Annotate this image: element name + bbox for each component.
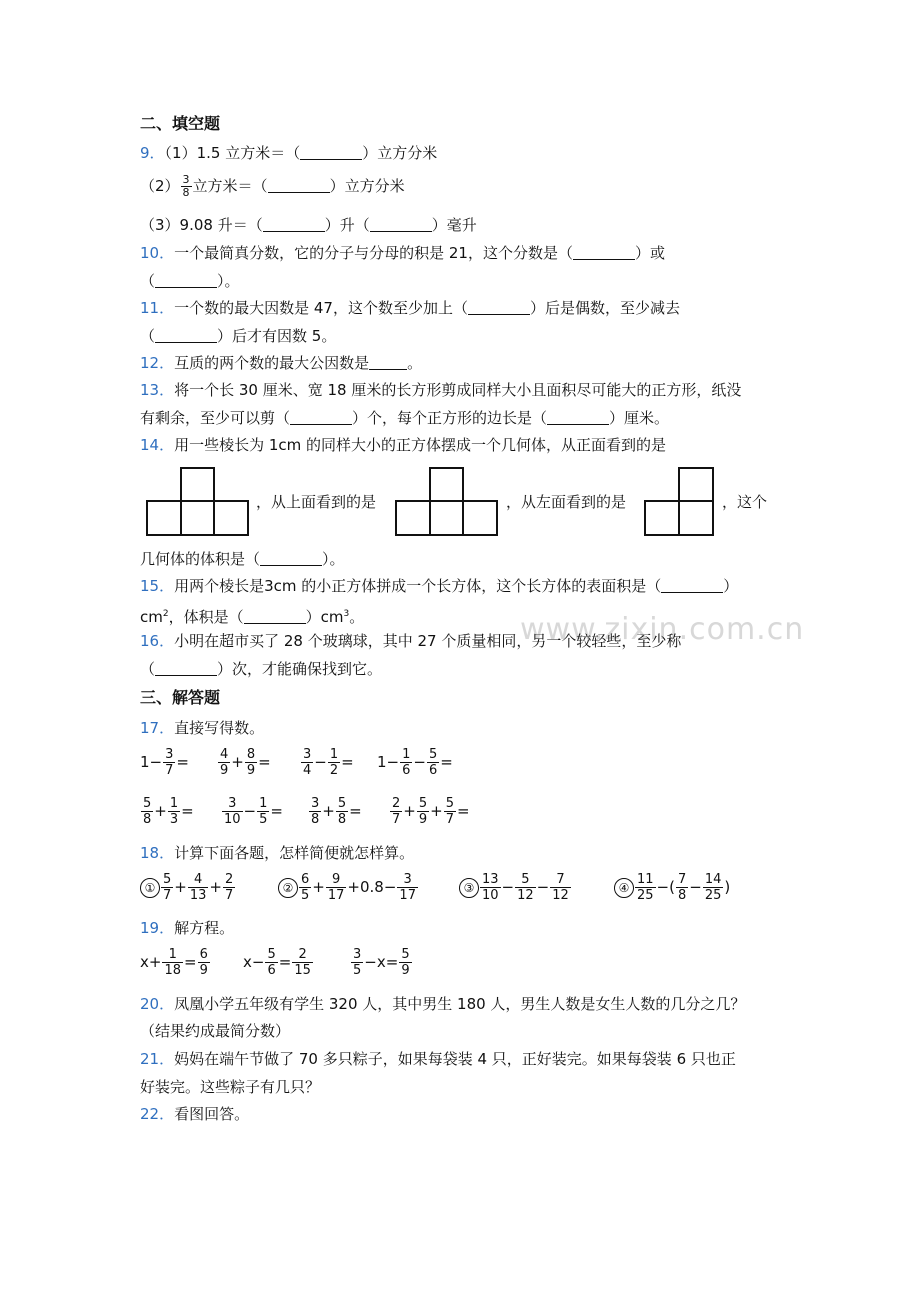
fraction: $\frac{3}{8}$ xyxy=(182,173,190,199)
question-number: 9． xyxy=(140,144,165,162)
answer-blank[interactable] xyxy=(290,410,352,425)
expr-17-8: $\frac{2}{7}$ + $\frac{5}{9}$ + $\frac{5}{7}$ = xyxy=(392,796,470,827)
question-11-line-2 xyxy=(140,326,336,346)
question-text: 有剩余，至少可以剪（ xyxy=(140,409,291,427)
question-text: （1）1.5 立方米＝（ xyxy=(164,144,301,162)
question-text: （ xyxy=(140,272,156,290)
question-text: 计算下面各题，怎样简便就怎样算。 xyxy=(174,844,415,862)
question-9-part-3 xyxy=(140,215,477,235)
question-text: 立方米＝（ xyxy=(192,177,268,195)
question-number: 22． xyxy=(140,1105,175,1123)
question-text: （ xyxy=(140,660,156,678)
question-21-line-1 xyxy=(140,1049,736,1069)
question-number: 12． xyxy=(140,354,175,372)
question-17 xyxy=(140,718,264,738)
answer-blank[interactable] xyxy=(573,245,635,260)
question-text: ）厘米。 xyxy=(609,409,670,427)
question-text: 看图回答。 xyxy=(174,1105,250,1123)
question-text: ，体积是（ xyxy=(168,608,244,626)
question-21-line-2: 好装完。这些粽子有几只？ xyxy=(140,1078,321,1096)
question-number: 21． xyxy=(140,1050,175,1068)
question-13-line-2 xyxy=(140,408,669,428)
question-number: 14． xyxy=(140,436,175,454)
question-16-line-2 xyxy=(140,659,382,679)
question-text: ）后是偶数，至少减去 xyxy=(529,299,680,317)
section-title-answer: 三、解答题 xyxy=(140,688,221,707)
question-text: 将一个长 30 厘米、宽 18 厘米的长方形剪成同样大小且面积尽可能大的正方形，纸没 xyxy=(174,381,742,399)
question-text: ）立方分米 xyxy=(362,144,438,162)
expr-17-3: $\frac{3}{4}$ − $\frac{1}{2}$ = xyxy=(303,747,354,778)
question-text: 。 xyxy=(407,354,423,372)
answer-blank[interactable] xyxy=(268,178,330,193)
question-16-line-1 xyxy=(140,631,681,651)
question-number: 17． xyxy=(140,719,175,737)
question-text: （ xyxy=(140,327,156,345)
question-text: ）立方分米 xyxy=(329,177,405,195)
question-14-text-left: ，从左面看到的是 xyxy=(506,493,627,511)
question-12 xyxy=(140,353,422,373)
question-14-line-3 xyxy=(140,549,345,569)
question-text: 解方程。 xyxy=(174,919,235,937)
question-number: 13． xyxy=(140,381,175,399)
question-number: 18． xyxy=(140,844,175,862)
question-text: 妈妈在端午节做了 70 多只粽子，如果每袋装 4 只，正好装完。如果每袋装 6 只也正 xyxy=(174,1050,736,1068)
question-text: 凤凰小学五年级有学生 320 人，其中男生 180 人，男生人数是女生人数的几分之几？ xyxy=(174,995,746,1013)
question-18 xyxy=(140,843,414,863)
question-text: ）个，每个正方形的边长是（ xyxy=(352,409,548,427)
question-number: 16． xyxy=(140,632,175,650)
question-text: ） xyxy=(723,577,739,595)
expr-17-6: $\frac{3}{10}$ − $\frac{1}{5}$ = xyxy=(224,796,283,827)
question-19 xyxy=(140,918,234,938)
question-13-line-1 xyxy=(140,380,741,400)
question-text: 几何体的体积是（ xyxy=(140,550,261,568)
question-text: ）。 xyxy=(322,550,345,568)
expr-18-3: ③ $\frac{13}{10}$ − $\frac{5}{12}$ − $\frac{7}{12}$ xyxy=(459,872,572,903)
answer-blank[interactable] xyxy=(300,145,362,160)
answer-blank[interactable] xyxy=(661,578,723,593)
question-15-line-1 xyxy=(140,576,738,596)
expr-17-4: 1− $\frac{1}{6}$ − $\frac{5}{6}$ = xyxy=(377,747,453,778)
expr-17-7: $\frac{3}{8}$ + $\frac{5}{8}$ = xyxy=(311,796,362,827)
question-text: 用一些棱长为 1cm 的同样大小的正方体摆成一个几何体，从正面看到的是 xyxy=(174,436,667,454)
question-14-line-1 xyxy=(140,435,666,455)
question-text: （3）9.08 升＝（ xyxy=(140,216,263,234)
question-text: ）升（ xyxy=(324,216,370,234)
answer-blank[interactable] xyxy=(244,609,306,624)
question-22 xyxy=(140,1104,249,1124)
watermark: www.zixin.com.cn xyxy=(520,612,805,647)
question-9-part-1 xyxy=(140,143,437,163)
question-number: 15． xyxy=(140,577,175,595)
question-number: 10． xyxy=(140,244,175,262)
question-number: 19． xyxy=(140,919,175,937)
superscript: 2 xyxy=(162,609,169,619)
question-text: 一个最简真分数，它的分子与分母的积是 21，这个分数是（ xyxy=(174,244,573,262)
answer-blank[interactable] xyxy=(370,217,432,232)
equation-19-2: x− $\frac{5}{6}$ = $\frac{2}{15}$ xyxy=(243,947,311,978)
answer-blank[interactable] xyxy=(155,661,217,676)
answer-blank[interactable] xyxy=(468,300,530,315)
unit: cm xyxy=(140,608,163,626)
question-text: 用两个棱长是3cm 的小正方体拼成一个长方体，这个长方体的表面积是（ xyxy=(174,577,662,595)
question-text: ）次，才能确保找到它。 xyxy=(217,660,383,678)
question-text: ）或 xyxy=(634,244,665,262)
question-14-text-top: ，从上面看到的是 xyxy=(256,493,377,511)
question-number: 11． xyxy=(140,299,175,317)
question-text: 一个数的最大因数是 47，这个数至少加上（ xyxy=(174,299,468,317)
question-11-line-1 xyxy=(140,298,680,318)
question-10-line-1 xyxy=(140,243,665,263)
question-text: ）后才有因数 5。 xyxy=(217,327,337,345)
left-view-figure xyxy=(644,467,718,537)
answer-blank[interactable] xyxy=(155,273,217,288)
question-text: 小明在超市买了 28 个玻璃球，其中 27 个质量相同，另一个较轻些，至少称 xyxy=(174,632,682,650)
question-text: 。 xyxy=(349,608,365,626)
question-20-line-1 xyxy=(140,994,745,1014)
section-title-fill-blank: 二、填空题 xyxy=(140,114,221,133)
question-number: 20． xyxy=(140,995,175,1013)
front-view-figure xyxy=(146,467,252,537)
question-text: 直接写得数。 xyxy=(174,719,265,737)
top-view-figure xyxy=(395,467,501,537)
question-text: ）毫升 xyxy=(431,216,477,234)
question-14-text-end: ，这个 xyxy=(722,493,768,511)
expr-18-4: ④ $\frac{11}{25}$ −( $\frac{7}{8}$ − $\frac{14}{25}$ ) xyxy=(614,872,730,903)
question-15-line-2 xyxy=(140,604,364,627)
question-text: 互质的两个数的最大公因数是 xyxy=(174,354,370,372)
expr-17-2: $\frac{4}{9}$ + $\frac{8}{9}$ = xyxy=(220,747,271,778)
question-text: （2） xyxy=(140,177,180,195)
question-20-line-2: （结果约成最简分数） xyxy=(140,1022,291,1040)
expr-18-2: ② $\frac{6}{5}$ + $\frac{9}{17}$ +0.8− $\frac{3}{17}$ xyxy=(278,872,419,903)
question-9-part-2 xyxy=(140,174,405,199)
question-text: ）。 xyxy=(217,272,240,290)
answer-blank[interactable] xyxy=(369,355,407,370)
answer-blank[interactable] xyxy=(547,410,609,425)
question-10-line-2 xyxy=(140,271,240,291)
answer-blank[interactable] xyxy=(263,217,325,232)
expr-17-5: $\frac{5}{8}$ + $\frac{1}{3}$ = xyxy=(143,796,194,827)
answer-blank[interactable] xyxy=(260,551,322,566)
equation-19-1: x+ $\frac{1}{18}$ = $\frac{6}{9}$ xyxy=(140,947,208,978)
answer-blank[interactable] xyxy=(155,328,217,343)
expr-18-1: ① $\frac{5}{7}$ + $\frac{4}{13}$ + $\frac{2}{7}$ xyxy=(140,872,236,903)
superscript: 3 xyxy=(343,609,350,619)
question-text: ）cm xyxy=(305,608,344,626)
expr-17-1: 1− $\frac{3}{7}$ = xyxy=(140,747,189,778)
equation-19-3: $\frac{3}{5}$ −x= $\frac{5}{9}$ xyxy=(353,947,410,978)
